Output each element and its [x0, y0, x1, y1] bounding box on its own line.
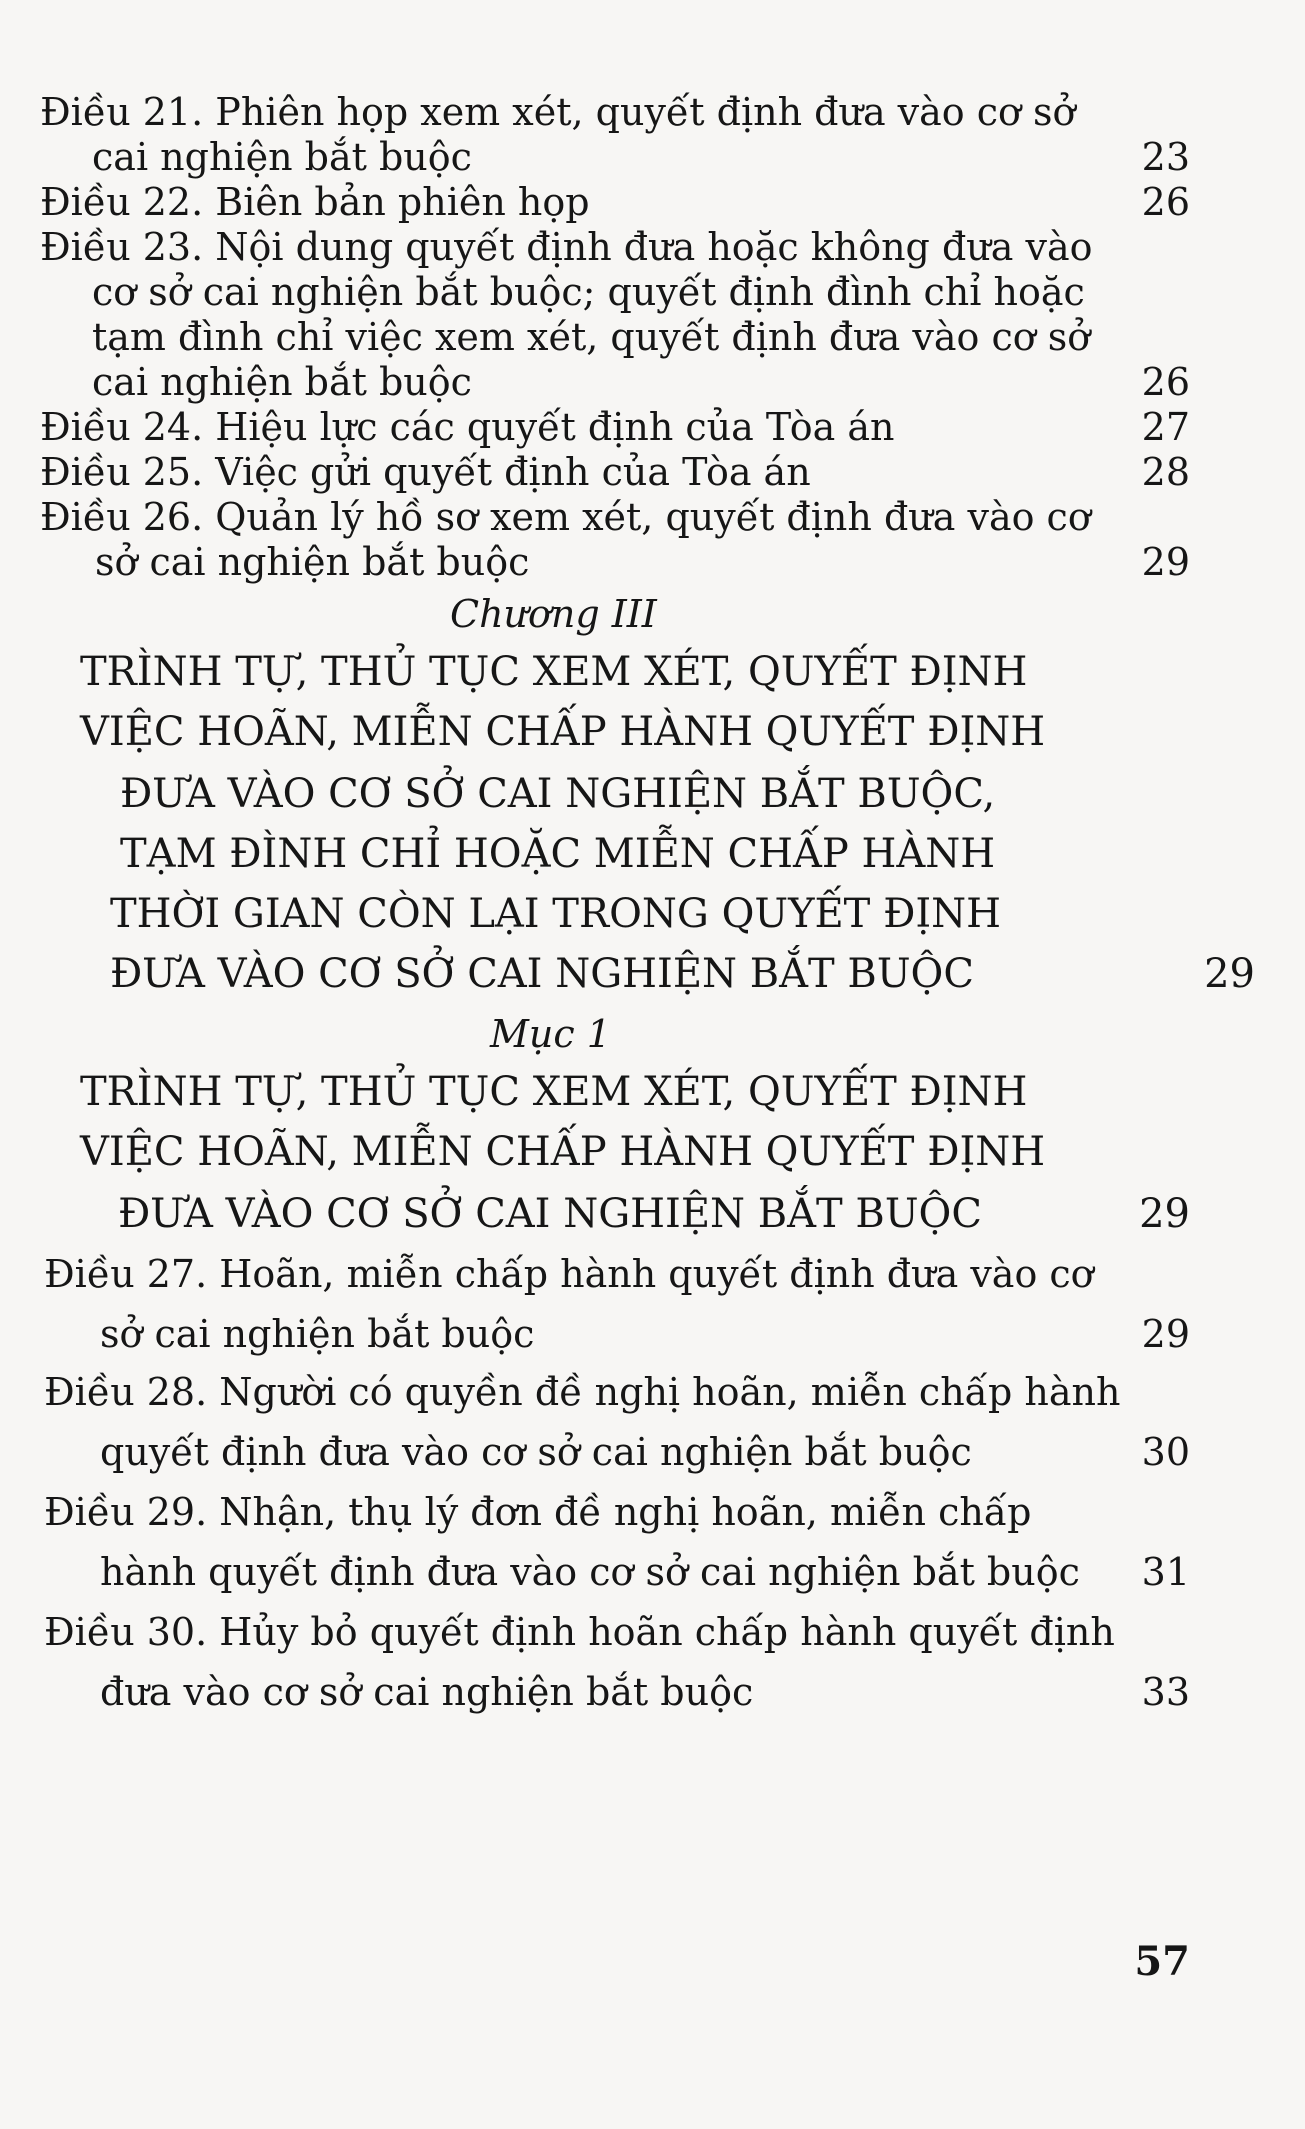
toc-entry-text: cơ sở cai nghiện bắt buộc; quyết định đình chỉ hoặc [92, 270, 1085, 314]
toc-entry-text: sở cai nghiện bắt buộc [100, 1312, 535, 1356]
toc-entry-text: quyết định đưa vào cơ sở cai nghiện bắt buộc [100, 1430, 972, 1474]
toc-entry-text: cai nghiện bắt buộc [92, 360, 472, 404]
toc-page-number: 29 [1204, 951, 1255, 997]
toc-entry-text: Điều 21. Phiên họp xem xét, quyết định đưa vào cơ sở [40, 90, 1076, 134]
toc-entry-text: Điều 27. Hoãn, miễn chấp hành quyết định đưa vào cơ [44, 1252, 1094, 1296]
toc-page-number: 29 [1141, 1312, 1190, 1356]
toc-entry-text: Điều 22. Biên bản phiên họp [40, 180, 590, 224]
toc-entry-text: đưa vào cơ sở cai nghiện bắt buộc [100, 1670, 754, 1714]
toc-page-number: 30 [1141, 1430, 1190, 1474]
toc-entry-text: tạm đình chỉ việc xem xét, quyết định đưa vào cơ sở [92, 315, 1091, 359]
toc-entry-text: Điều 23. Nội dung quyết định đưa hoặc không đưa vào [40, 225, 1093, 269]
toc-entry-text: sở cai nghiện bắt buộc [95, 540, 530, 584]
toc-page-number: 29 [1141, 540, 1190, 584]
toc-page-number: 26 [1141, 180, 1190, 224]
toc-entry-text: Điều 29. Nhận, thụ lý đơn đề nghị hoãn, miễn chấp [44, 1490, 1032, 1534]
toc-page-number: 28 [1141, 450, 1190, 494]
toc-entry-text: Điều 30. Hủy bỏ quyết định hoãn chấp hành quyết định [44, 1610, 1115, 1654]
toc-page-number: 27 [1141, 405, 1190, 449]
toc-entry-text: Điều 25. Việc gửi quyết định của Tòa án [40, 450, 811, 494]
toc-entry-text: Điều 24. Hiệu lực các quyết định của Tòa án [40, 405, 895, 449]
page-folio-number: 57 [1134, 1938, 1190, 1985]
toc-page-number: 31 [1141, 1550, 1190, 1594]
toc-page-number: 29 [1139, 1191, 1190, 1237]
toc-entry-text: Điều 28. Người có quyền đề nghị hoãn, miễn chấp hành [44, 1370, 1121, 1414]
toc-page-number: 33 [1141, 1670, 1190, 1714]
toc-page-number: 26 [1141, 360, 1190, 404]
toc-page-number: 23 [1141, 135, 1190, 179]
toc-entry-text: Điều 26. Quản lý hồ sơ xem xét, quyết định đưa vào cơ [40, 495, 1091, 539]
toc-entry-text: hành quyết định đưa vào cơ sở cai nghiện bắt buộc [100, 1550, 1080, 1594]
toc-entry-text: cai nghiện bắt buộc [92, 135, 472, 179]
toc-page: Điều 21. Phiên họp xem xét, quyết định đưa vào cơ sở cai nghiện bắt buộc 23 Điều 22. Biên bản phiên họp 26 Điều 23. Nội dung quyết định đưa hoặc không đưa vào cơ sở cai nghiện bắt buộc; quyết định đình chỉ hoặc tạm đình chỉ việc xem xét, quyết định đưa vào cơ sở cai nghiện bắt buộc 26 Điều 24. Hiệu lực các quyết định của Tòa án 27 Điều 25. Việc gửi quyết định của Tòa án 28 Điều 26. Quản lý hồ sơ xem xét, quyết định đưa vào cơ sở cai nghiện bắt buộc 29 Chương III TRÌNH TỰ, THỦ TỤC XEM XÉT, QUYẾT ĐỊNH VIỆC HOÃN, MIỄN CHẤP HÀNH QUYẾT ĐỊNH ĐƯA VÀO CƠ SỞ CAI NGHIỆN BẮT BUỘC, TẠM ĐÌNH CHỈ HOẶC MIỄN CHẤP HÀNH THỜI GIAN CÒN LẠI TRONG QUYẾT ĐỊNH ĐƯA VÀO CƠ SỞ CAI NGHIỆN BẮT BUỘC 29 Mục 1 TRÌNH TỰ, THỦ TỤC XEM XÉT, QUYẾT ĐỊNH VIỆC HOÃN, MIỄN CHẤP HÀNH QUYẾT ĐỊNH ĐƯA VÀO CƠ SỞ CAI NGHIỆN BẮT BUỘC 29 Điều 27. Hoãn, miễn chấp hành quyết định đưa vào cơ sở cai nghiện bắt buộc 29 Điều 28. Người có quyền đề nghị hoãn, miễn chấp hành quyết định đưa vào cơ sở cai nghiện bắt buộc 30 Điều 29. Nhận, thụ lý đơn đề nghị hoãn, miễn chấp hành quyết định đưa vào cơ sở cai nghiện bắt buộc 31 Điều 30. Hủy bỏ quyết định hoãn chấp hành quyết định đưa vào cơ sở cai nghiện bắt buộc 33 57 [40, 90, 1255, 1985]
